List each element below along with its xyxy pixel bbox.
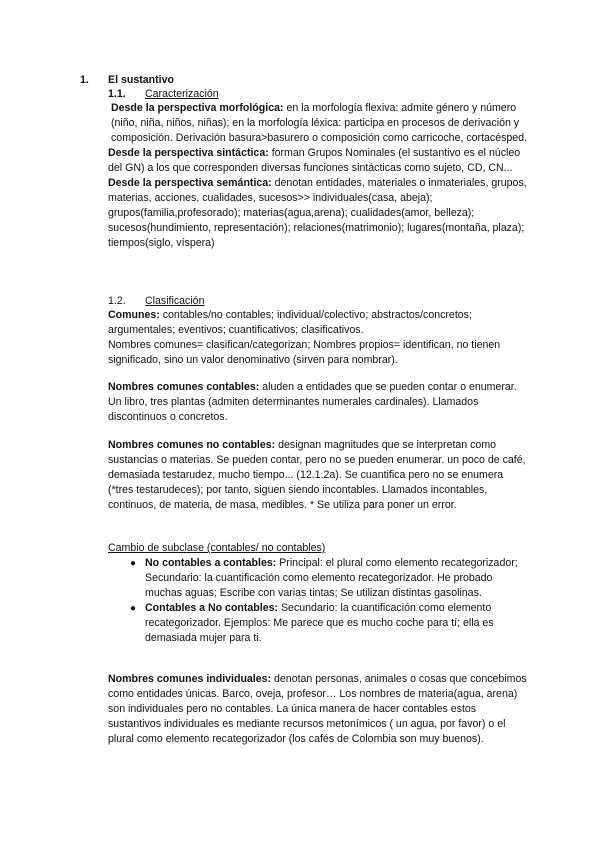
cambio-item-1-text: Principal: el plural como elemento recategorizador; Secundario: la cuantificación como elemento recategorizador. He probado muchas aguas; Escribe con varias tintas; Se utilizan distintas gasolinas. [145, 557, 518, 599]
contables-label: Nombres comunes contables: [108, 381, 260, 393]
comunes-text: contables/no contables; individual/colectivo; abstractos/concretos; argumentales; eventivos; cuantificativos; clasificativos. [108, 309, 472, 336]
semantica-paragraph [108, 176, 528, 251]
no-contables-block [108, 438, 528, 513]
cambio-title: Cambio de subclase (contables/ no contables) [108, 542, 326, 554]
no-contables-label: Nombres comunes no contables: [108, 439, 276, 451]
list-item [108, 601, 528, 646]
semantica-text: denotan entidades, materiales o inmateriales, grupos, materias, acciones, cualidades, sucesos>> individuales(casa, abeja); grupos(familia,profesorado); materias(agua,arena); cualidades(amor, belleza); sucesos(hundimiento, representación); relaciones(matrimonio); lugares(montaña, plaza); tiempos(siglo, víspera) [108, 177, 527, 249]
clasificacion-block [108, 308, 528, 368]
no-contables-paragraph [108, 438, 528, 513]
comunes-label: Comunes: [108, 309, 160, 321]
section-1-2-number: 1.2. [108, 295, 126, 307]
sintactica-paragraph [108, 146, 528, 176]
section-1-1-title: Caracterización [145, 88, 219, 100]
section-1-1-number: 1.1. [108, 88, 126, 100]
morfologica-label: Desde la perspectiva morfológica: [111, 102, 284, 114]
morfologica-text: en la morfología flexiva: admite género y número (niño, niña, niños, niñas); en la morfología léxica: participa en procesos de derivación y composición. Derivación basura>basurero o composición como carricoche, cortacésped. [111, 102, 528, 144]
comunes-paragraph [108, 308, 528, 338]
individuales-paragraph [108, 672, 528, 747]
heading-title: El sustantivo [108, 74, 174, 86]
sintactica-text: forman Grupos Nominales (el sustantivo es el núcleo del GN) a los que corresponden diversas funciones sintácticas como sujeto, CD, CN... [108, 147, 521, 174]
list-item [108, 556, 528, 601]
no-contables-text: designan magnitudes que se interpretan como sustancias o materias. Se pueden contar, pero no se pueden enumerar. un poco de café, demasiada testarudez, mucho tiempo... (12.1.2a). Se cuantifica pero no se enumera (*tres testarudeces); por tanto, siguen siendo incontables. Llamados incontables, continuos, de materia, de masa, medibles. * Se utiliza para poner un error. [108, 439, 526, 511]
cambio-item-2-text: Secundario: la cuantificación como elemento recategorizador. Ejemplos: Me parece que es mucho coche para tí; ella es demasiada mujer para ti. [145, 602, 494, 644]
sintactica-label: Desde la perspectiva sintáctica: [108, 147, 269, 159]
individuales-block [108, 672, 528, 747]
bullet-icon: ● [130, 558, 137, 569]
morfologica-paragraph [108, 101, 528, 146]
cambio-item-1-label: No contables a contables: [145, 557, 277, 569]
bullet-icon: ● [130, 603, 137, 614]
contables-block [108, 380, 528, 425]
nombres-paragraph: Nombres comunes= clasifican/categorizan; Nombres propios= identifican, no tienen significado, sino un valor denominativo (sirven para nombrar). [108, 339, 501, 366]
section-1-2-title: Clasificación [145, 295, 205, 307]
heading-number: 1. [80, 74, 89, 86]
cambio-block [108, 541, 528, 646]
semantica-label: Desde la perspectiva semántica: [108, 177, 272, 189]
cambio-list [108, 556, 528, 646]
caracterizacion-block [108, 101, 528, 251]
contables-text: aluden a entidades que se pueden contar o enumerar. Un libro, tres plantas (admiten determinantes numerales cardinales). Llamados discontinuos o concretos. [108, 381, 517, 423]
individuales-text: denotan personas, animales o cosas que concebimos como entidades únicas. Barco, oveja, profesor… Los nombres de materia(agua, arena) son individuales pero no contables. La única manera de hacer contables estos sustantivos individuales es mediante recursos metonímicos ( un agua, por favor) o el plural como elemento recategorizador (los cafés de Colombia son muy buenos). [108, 673, 527, 745]
contables-paragraph [108, 380, 528, 425]
individuales-label: Nombres comunes individuales: [108, 673, 272, 685]
cambio-item-2-label: Contables a No contables: [145, 602, 279, 614]
